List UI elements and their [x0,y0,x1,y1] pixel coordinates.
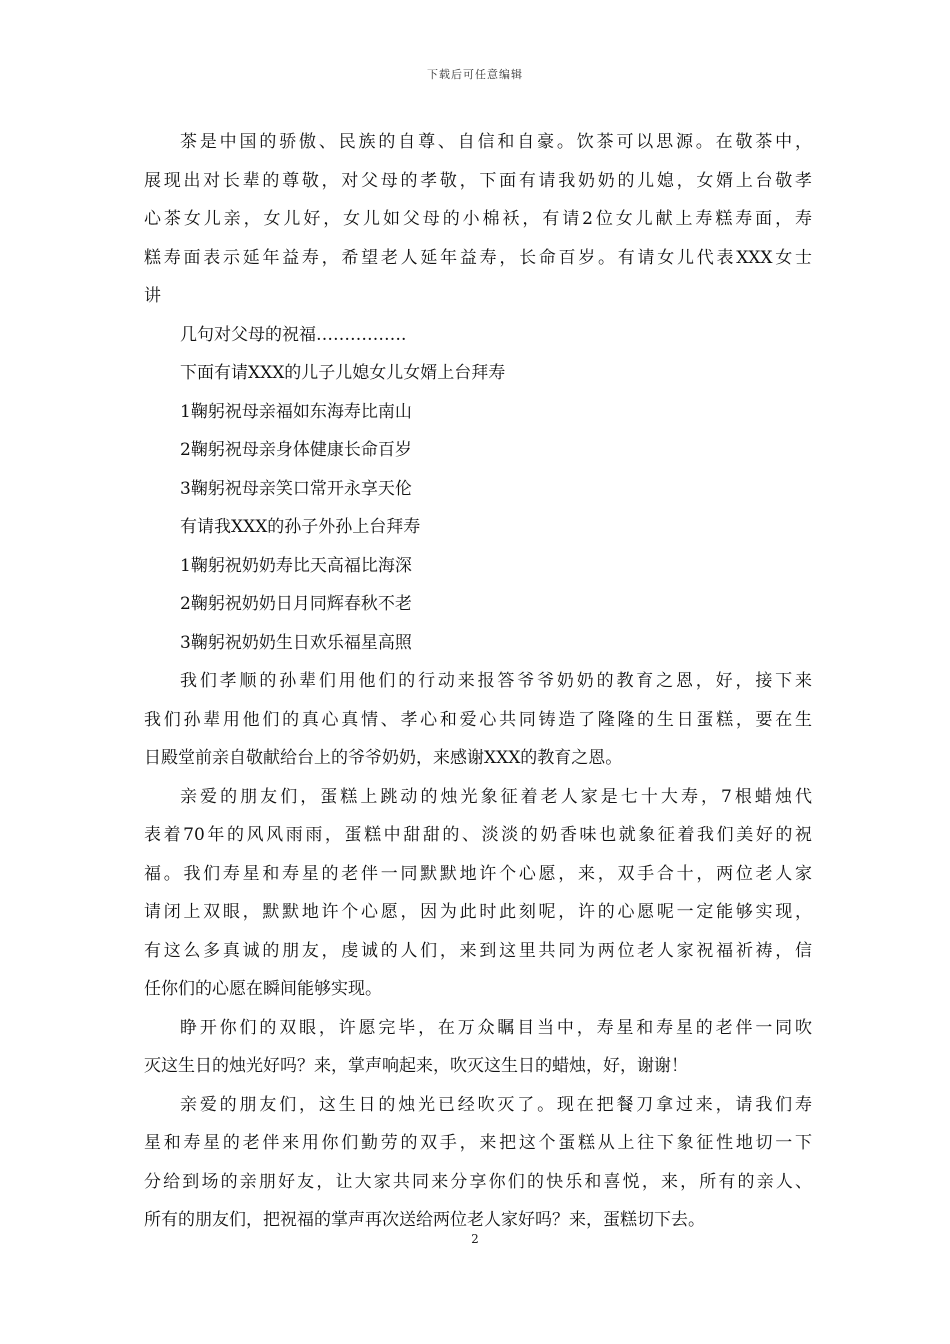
text-line: 所有的朋友们，把祝福的掌声再次送给两位老人家好吗？来，蛋糕切下去。 [144,1210,705,1230]
text-line: 亲爱的朋友们，这生日的烛光已经吹灭了。现在把餐刀拿过来，请我们寿 [180,1094,812,1115]
text-line: 有请我XXX的孙子外孙上台拜寿 [180,517,421,537]
text-line: 3鞠躬祝母亲笑口常开永享天伦 [180,478,412,499]
text-line: 1鞠躬祝母亲福如东海寿比南山 [180,401,412,422]
text-line: 心茶女儿亲，女儿好，女儿如父母的小棉袄，有请2位女儿献上寿糕寿面，寿 [144,209,812,229]
text-line: 几句对父母的祝福……………. [180,324,407,345]
text-line: 茶是中国的骄傲、民族的自尊、自信和自豪。饮茶可以思源。在敬茶中， [180,132,812,152]
text-line: 任你们的心愿在瞬间能够实现。 [144,979,382,999]
text-line: 2鞠躬祝奶奶日月同辉春秋不老 [180,594,412,614]
text-line: 星和寿星的老伴来用你们勤劳的双手，来把这个蛋糕从上往下象征性地切一下 [144,1133,812,1153]
text-line: 展现出对长辈的尊敬，对父母的孝敬，下面有请我奶奶的儿媳，女婿上台敬孝 [144,170,812,191]
page-header: 下载后可任意编辑 [427,68,523,81]
text-line: 我们孝顺的孙辈们用他们的行动来报答爷爷奶奶的教育之恩，好，接下来 [180,671,812,691]
text-line: 表着70年的风风雨雨，蛋糕中甜甜的、淡淡的奶香味也就象征着我们美好的祝 [144,825,812,845]
text-line: 讲 [144,286,161,306]
text-line: 糕寿面表示延年益寿，希望老人延年益寿，长命百岁。有请女儿代表XXX女士 [144,247,812,268]
text-line: 灭这生日的烛光好吗？来，掌声响起来，吹灭这生日的蜡烛，好，谢谢！ [144,1056,688,1076]
text-line: 3鞠躬祝奶奶生日欢乐福星高照 [180,632,412,653]
text-line: 请闭上双眼，默默地许个心愿，因为此时此刻呢，许的心愿呢一定能够实现， [144,902,812,922]
text-line: 分给到场的亲朋好友，让大家共同来分享你们的快乐和喜悦，来，所有的亲人、 [144,1171,812,1192]
text-line: 睁开你们的双眼，许愿完毕，在万众瞩目当中，寿星和寿星的老伴一同吹 [180,1017,812,1038]
page-number: 2 [471,1232,479,1246]
text-line: 2鞠躬祝母亲身体健康长命百岁 [180,440,412,460]
text-line: 我们孙辈用他们的真心真情、孝心和爱心共同铸造了隆隆的生日蛋糕，要在生 [144,709,812,730]
text-line: 日殿堂前亲自敬献给台上的爷爷奶奶，来感谢XXX的教育之恩。 [144,748,623,768]
text-line: 福。我们寿星和寿星的老伴一同默默地许个心愿，来，双手合十，两位老人家 [144,863,812,884]
text-line: 1鞠躬祝奶奶寿比天高福比海深 [180,555,412,576]
text-line: 下面有请XXX的儿子儿媳女儿女婿上台拜寿 [180,363,506,383]
text-line: 亲爱的朋友们，蛋糕上跳动的烛光象征着老人家是七十大寿，7根蜡烛代 [180,786,812,807]
text-line: 有这么多真诚的朋友，虔诚的人们，来到这里共同为两位老人家祝福祈祷，信 [144,940,812,961]
document-body [144,123,812,1240]
